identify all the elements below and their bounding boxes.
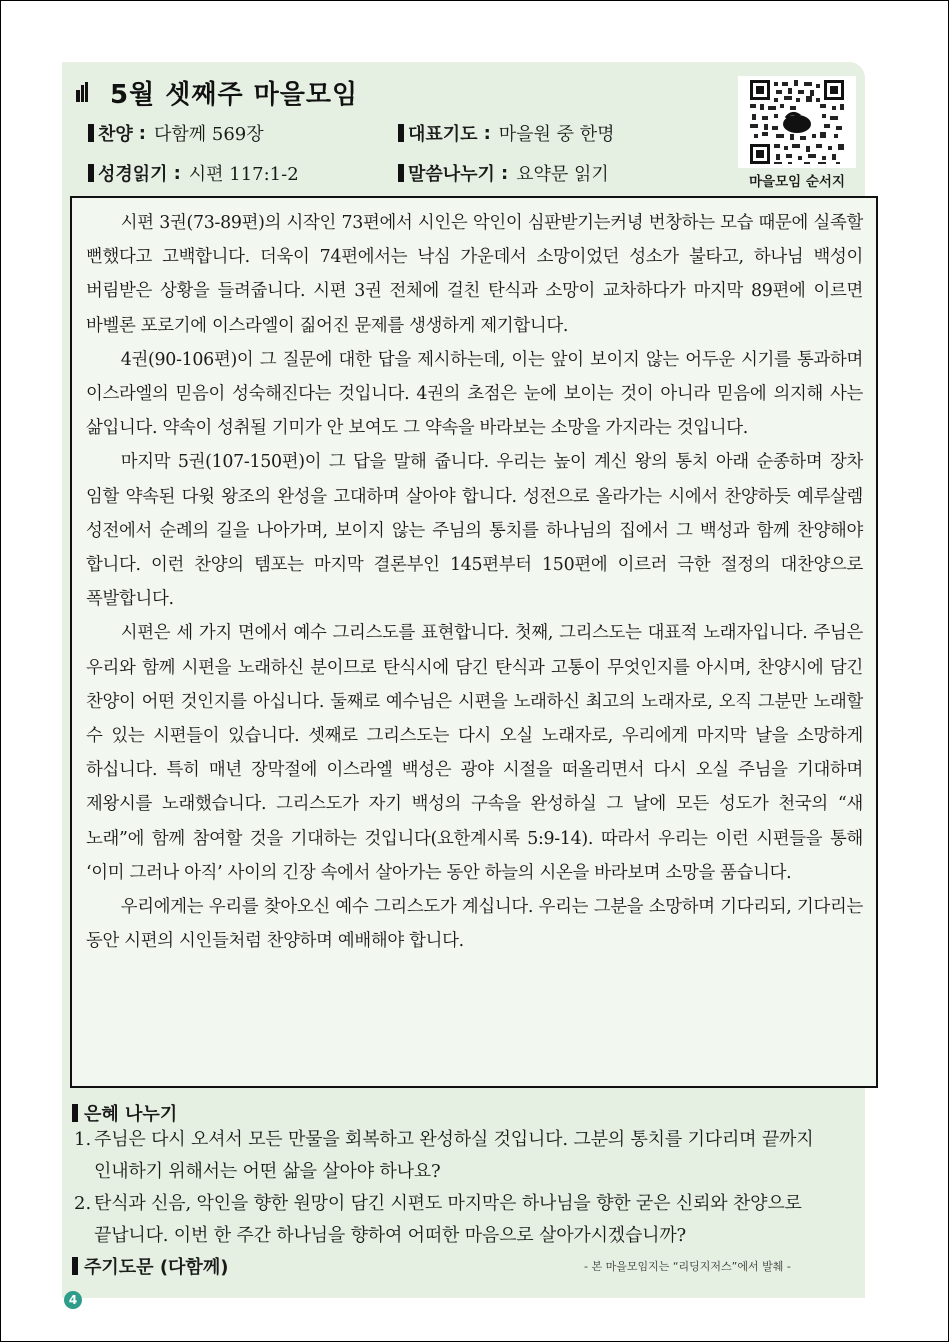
bullet-mark (88, 124, 94, 142)
source-note: - 본 마을모임지는 “리딩지저스”에서 발췌 - (584, 1260, 791, 1273)
qr-caption: 마을모임 순서지 (749, 174, 845, 190)
bullet-mark (72, 1104, 78, 1122)
sharing-value: 요약문 읽기 (516, 164, 609, 185)
summary-paragraph: 시편 3권(73-89편)의 시작인 73편에서 시인은 악인이 심판받기는커녕 번창하는 모습 때문에 실족할 뻔했다고 고백합니다. 더욱이 74편에서는 낙심 가운데서 소망이었던 성소가 불타고, 하나님 백성이 버림받은 상황을 들려줍니다. 시편 3권 전체에 걸친 탄식과 소망이 교차하다가 마지막 89편에 이르면 바벨론 포로기에 이스라엘이 짊어진 문제를 생생하게 제기합니다. (86, 213, 863, 336)
question-number: 2. (74, 1193, 92, 1214)
bullet-mark (398, 124, 404, 142)
bullet-mark (72, 1257, 78, 1275)
question-text: 탄식과 신음, 악인을 향한 원망이 담긴 시편도 마지막은 하나님을 향한 굳은 신뢰와 찬양으로 끝납니다. 이번 한 주간 하나님을 향하여 어떠한 마음으로 살아가시겠습니까? (94, 1193, 802, 1246)
praise-info: 찬양 : 다함께 569장 (88, 120, 264, 146)
prayer-value: 마을원 중 한명 (498, 124, 615, 145)
lords-prayer-heading-text: 주기도문 (다함께) (84, 1257, 229, 1278)
summary-text-box (70, 196, 878, 1088)
summary-paragraph: 시편은 세 가지 면에서 예수 그리스도를 표현합니다. 첫째, 그리스도는 대표적 노래자입니다. 주님은 우리와 함께 시편을 노래하신 분이므로 탄식시에 담긴 탄식과 고통이 무엇인지를 아시며, 찬양시에 담긴 찬양이 어떤 것인지를 아십니다. 둘째로 예수님은 시편을 노래하신 최고의 노래자로, 오직 그분만 노래할 수 있는 시편들이 있습니다. 셋째로 그리스도는 다시 오실 노래자로, 우리에게 마지막 날을 소망하게 하십니다. 특히 매년 장막절에 이스라엘 백성은 광야 시절을 떠올리면서 다시 오실 주님을 기대하며 제왕시를 노래했습니다. 그리스도가 자기 백성의 구속을 완성하실 그 날에 모든 성도가 천국의 “새 노래”에 함께 참여할 것을 기대하는 것입니다(요한계시록 5:9-14). 따라서 우리는 이런 시편들을 통해 ‘이미 그러나 아직’ 사이의 긴장 속에서 살아가는 동안 하늘의 시온을 바라보며 소망을 품습니다. (86, 623, 863, 883)
grace-heading (72, 1100, 177, 1126)
reading-value: 시편 117:1-2 (188, 164, 299, 185)
prayer-info: 대표기도 : 마을원 중 한명 (398, 120, 615, 146)
question-number: 1. (74, 1129, 92, 1150)
qr-code[interactable] (738, 76, 856, 168)
title-row (76, 68, 358, 116)
reading-label: 성경읽기 (98, 164, 168, 185)
list-item (74, 1124, 874, 1188)
bullet-mark (398, 164, 404, 182)
list-item (74, 1188, 874, 1252)
summary-paragraph: 4권(90-106편)이 그 질문에 대한 답을 제시하는데, 이는 앞이 보이지 않는 어두운 시기를 통과하며 이스라엘의 믿음이 성숙해진다는 것입니다. 4권의 초점은 눈에 보이는 것이 아니라 믿음에 의지해 사는 삶입니다. 약속이 성취될 기미가 안 보여도 그 약속을 바라보는 소망을 가지라는 것입니다. (86, 349, 863, 439)
document-icon (76, 82, 88, 102)
summary-paragraph: 마지막 5권(107-150편)이 그 답을 말해 줍니다. 우리는 높이 계신 왕의 통치 아래 순종하며 장차 임할 약속된 다윗 왕조의 완성을 고대하며 살아야 합니다. 성전으로 올라가는 시에서 찬양하듯 예루살렘 성전에서 순례의 길을 나아가며, 보이지 않는 주님의 통치를 하나님의 집에서 그 백성과 함께 찬양해야 합니다. 이런 찬양의 템포는 마지막 결론부인 145편부터 150편에 이르러 극한 절정의 대찬양으로 폭발합니다. (86, 452, 863, 610)
bullet-mark (88, 164, 94, 182)
qr-code-icon (738, 76, 856, 168)
page-title: 5월 셋째주 마을모임 (110, 79, 359, 110)
prayer-label: 대표기도 (408, 124, 478, 145)
sharing-label: 말씀나누기 (408, 164, 495, 185)
page-number-badge: 4 (64, 1291, 82, 1309)
grace-question-list (74, 1124, 874, 1252)
sharing-info: 말씀나누기 : 요약문 읽기 (398, 160, 609, 186)
summary-paragraph: 우리에게는 우리를 찾아오신 예수 그리스도가 계십니다. 우리는 그분을 소망하며 기다리되, 기다리는 동안 시편의 시인들처럼 찬양하며 예배해야 합니다. (86, 897, 863, 952)
reading-info: 성경읽기 : 시편 117:1-2 (88, 160, 299, 186)
question-text: 주님은 다시 오셔서 모든 만물을 회복하고 완성하실 것입니다. 그분의 통치를 기다리며 끝까지 인내하기 위해서는 어떤 삶을 살아야 하나요? (94, 1129, 814, 1182)
praise-label: 찬양 (98, 124, 133, 145)
grace-heading-text: 은혜 나누기 (84, 1104, 178, 1125)
lords-prayer-heading (72, 1253, 228, 1279)
praise-value: 다함께 569장 (153, 124, 264, 145)
